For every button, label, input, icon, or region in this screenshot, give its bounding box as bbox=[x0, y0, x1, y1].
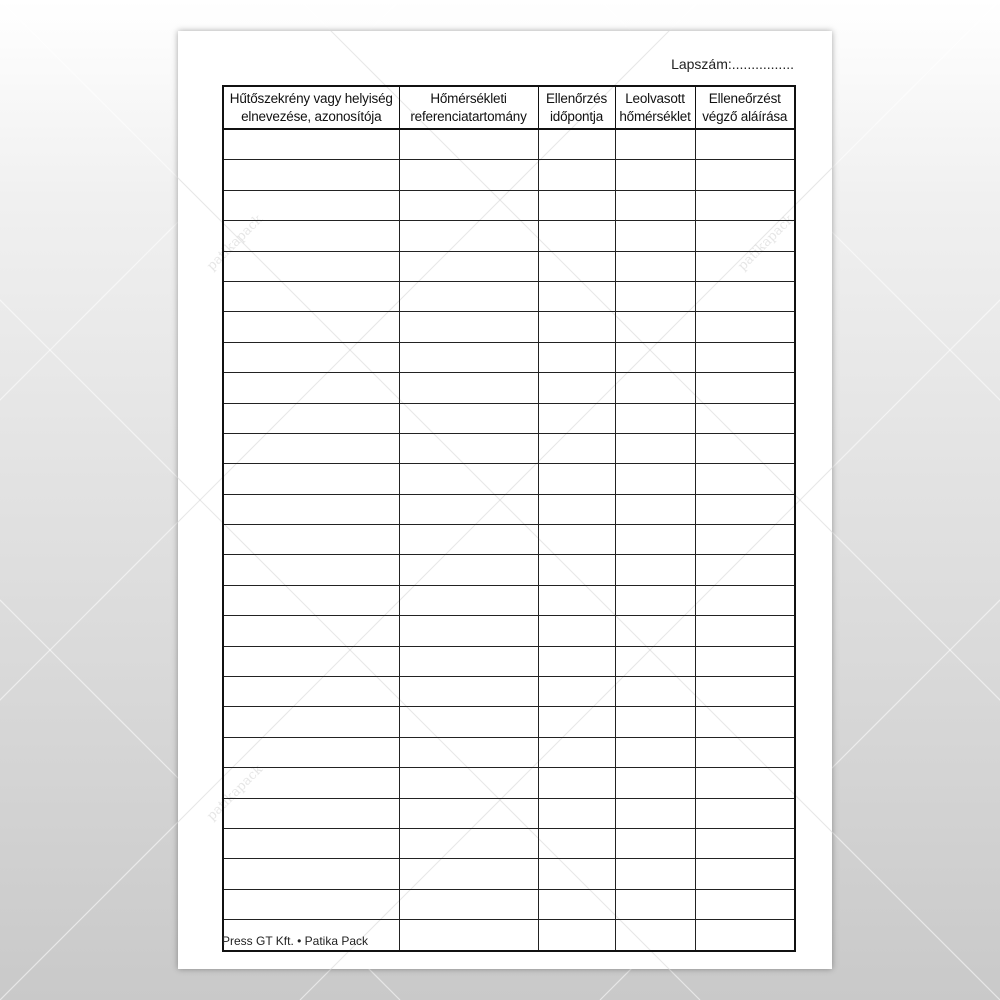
footer-publisher: Press GT Kft. • Patika Pack bbox=[222, 934, 369, 948]
table-cell[interactable] bbox=[695, 281, 795, 311]
table-cell[interactable] bbox=[695, 677, 795, 707]
table-cell[interactable] bbox=[223, 373, 399, 403]
table-cell[interactable] bbox=[615, 312, 695, 342]
table-cell[interactable] bbox=[538, 342, 615, 372]
table-cell[interactable] bbox=[223, 312, 399, 342]
table-cell[interactable] bbox=[615, 525, 695, 555]
column-header-line: Ellenőrzés bbox=[545, 90, 608, 106]
table-cell[interactable] bbox=[399, 190, 538, 220]
table-cell[interactable] bbox=[615, 160, 695, 190]
table-cell[interactable] bbox=[399, 403, 538, 433]
table-cell[interactable] bbox=[615, 190, 695, 220]
table-cell[interactable] bbox=[223, 737, 399, 767]
table-cell[interactable] bbox=[538, 798, 615, 828]
table-cell[interactable] bbox=[695, 129, 795, 160]
table-cell[interactable] bbox=[223, 160, 399, 190]
table-cell[interactable] bbox=[615, 707, 695, 737]
table-row bbox=[223, 129, 795, 160]
table-cell[interactable] bbox=[615, 616, 695, 646]
table-row bbox=[223, 160, 795, 190]
table-cell[interactable] bbox=[695, 221, 795, 251]
table-cell[interactable] bbox=[223, 707, 399, 737]
table-cell[interactable] bbox=[399, 464, 538, 494]
column-header-check-time bbox=[538, 86, 615, 129]
table-cell[interactable] bbox=[399, 373, 538, 403]
table-cell[interactable] bbox=[538, 737, 615, 767]
table-cell[interactable] bbox=[538, 920, 615, 951]
table-row bbox=[223, 646, 795, 676]
table-cell[interactable] bbox=[223, 129, 399, 160]
table-cell[interactable] bbox=[223, 342, 399, 372]
table-cell[interactable] bbox=[615, 494, 695, 524]
table-row bbox=[223, 373, 795, 403]
table-cell[interactable] bbox=[399, 677, 538, 707]
table-cell[interactable] bbox=[695, 494, 795, 524]
table-cell[interactable] bbox=[538, 433, 615, 463]
table-cell[interactable] bbox=[399, 342, 538, 372]
table-cell[interactable] bbox=[615, 828, 695, 858]
table-cell[interactable] bbox=[223, 768, 399, 798]
table-cell[interactable] bbox=[695, 798, 795, 828]
table-cell[interactable] bbox=[615, 646, 695, 676]
table-cell[interactable] bbox=[615, 403, 695, 433]
table-cell[interactable] bbox=[223, 889, 399, 919]
table-cell[interactable] bbox=[399, 920, 538, 951]
table-row bbox=[223, 494, 795, 524]
table-cell[interactable] bbox=[538, 707, 615, 737]
table-cell[interactable] bbox=[615, 768, 695, 798]
table-cell[interactable] bbox=[399, 281, 538, 311]
table-cell[interactable] bbox=[399, 616, 538, 646]
table-row bbox=[223, 707, 795, 737]
table-cell[interactable] bbox=[695, 342, 795, 372]
table-cell[interactable] bbox=[695, 920, 795, 951]
table-cell[interactable] bbox=[615, 859, 695, 889]
table-cell[interactable] bbox=[615, 281, 695, 311]
table-row bbox=[223, 403, 795, 433]
table-cell[interactable] bbox=[538, 312, 615, 342]
table-cell[interactable] bbox=[538, 251, 615, 281]
table-cell[interactable] bbox=[538, 859, 615, 889]
table-row bbox=[223, 677, 795, 707]
table-row bbox=[223, 859, 795, 889]
table-cell[interactable] bbox=[538, 221, 615, 251]
column-header-line: időpontja bbox=[550, 108, 603, 124]
column-header-measured-temperature bbox=[615, 86, 695, 129]
table-cell[interactable] bbox=[695, 433, 795, 463]
table-row bbox=[223, 555, 795, 585]
table-cell[interactable] bbox=[399, 555, 538, 585]
table-cell[interactable] bbox=[223, 859, 399, 889]
column-header-line: Hőmérsékleti bbox=[430, 90, 507, 106]
column-header-line: elnevezése, azonosítója bbox=[241, 108, 382, 124]
table-cell[interactable] bbox=[695, 768, 795, 798]
table-cell[interactable] bbox=[538, 373, 615, 403]
table-row bbox=[223, 281, 795, 311]
table-row bbox=[223, 798, 795, 828]
table-cell[interactable] bbox=[538, 677, 615, 707]
table-cell[interactable] bbox=[695, 828, 795, 858]
table-row bbox=[223, 190, 795, 220]
table-cell[interactable] bbox=[695, 585, 795, 615]
table-cell[interactable] bbox=[695, 889, 795, 919]
table-cell[interactable] bbox=[223, 585, 399, 615]
table-cell[interactable] bbox=[399, 737, 538, 767]
table-cell[interactable] bbox=[399, 859, 538, 889]
table-cell[interactable] bbox=[223, 525, 399, 555]
table-cell[interactable] bbox=[695, 555, 795, 585]
table-cell[interactable] bbox=[399, 433, 538, 463]
table-cell[interactable] bbox=[538, 494, 615, 524]
table-cell[interactable] bbox=[223, 190, 399, 220]
table-cell[interactable] bbox=[223, 464, 399, 494]
table-cell[interactable] bbox=[538, 464, 615, 494]
table-cell[interactable] bbox=[538, 403, 615, 433]
sheet-number-label: Lapszám:................ bbox=[671, 56, 794, 72]
table-cell[interactable] bbox=[538, 585, 615, 615]
table-cell[interactable] bbox=[399, 251, 538, 281]
column-header-line: hőmérséklet bbox=[619, 108, 691, 124]
column-header-location bbox=[223, 86, 399, 129]
table-cell[interactable] bbox=[399, 889, 538, 919]
table-cell[interactable] bbox=[695, 737, 795, 767]
table-cell[interactable] bbox=[615, 798, 695, 828]
table-cell[interactable] bbox=[223, 433, 399, 463]
table-cell[interactable] bbox=[399, 768, 538, 798]
table-cell[interactable] bbox=[538, 160, 615, 190]
table-cell[interactable] bbox=[538, 525, 615, 555]
column-header-temperature-range bbox=[399, 86, 538, 129]
table-cell[interactable] bbox=[223, 281, 399, 311]
form-sheet bbox=[178, 31, 832, 969]
table-cell[interactable] bbox=[223, 555, 399, 585]
table-row bbox=[223, 737, 795, 767]
table-cell[interactable] bbox=[223, 798, 399, 828]
table-cell[interactable] bbox=[615, 433, 695, 463]
table-cell[interactable] bbox=[695, 373, 795, 403]
table-cell[interactable] bbox=[399, 585, 538, 615]
table-body bbox=[223, 129, 795, 951]
table-cell[interactable] bbox=[538, 281, 615, 311]
table-cell[interactable] bbox=[538, 646, 615, 676]
table-cell[interactable] bbox=[399, 221, 538, 251]
table-cell[interactable] bbox=[615, 129, 695, 160]
table-cell[interactable] bbox=[399, 494, 538, 524]
table-row bbox=[223, 251, 795, 281]
table-cell[interactable] bbox=[223, 616, 399, 646]
table-cell[interactable] bbox=[615, 889, 695, 919]
table-cell[interactable] bbox=[399, 798, 538, 828]
table-cell[interactable] bbox=[223, 221, 399, 251]
table-cell[interactable] bbox=[615, 555, 695, 585]
table-cell[interactable] bbox=[695, 616, 795, 646]
table-row bbox=[223, 464, 795, 494]
table-cell[interactable] bbox=[538, 768, 615, 798]
column-header-line: végző aláírása bbox=[702, 108, 788, 124]
table-cell[interactable] bbox=[615, 677, 695, 707]
table-cell[interactable] bbox=[538, 889, 615, 919]
table-cell[interactable] bbox=[695, 160, 795, 190]
column-header-line: Leolvasott bbox=[625, 90, 685, 106]
table-cell[interactable] bbox=[695, 646, 795, 676]
table-cell[interactable] bbox=[538, 616, 615, 646]
table-cell[interactable] bbox=[538, 129, 615, 160]
table-cell[interactable] bbox=[399, 828, 538, 858]
column-header-signature bbox=[695, 86, 795, 129]
table-cell[interactable] bbox=[399, 129, 538, 160]
table-cell[interactable] bbox=[399, 160, 538, 190]
table-cell[interactable] bbox=[538, 828, 615, 858]
table-cell[interactable] bbox=[223, 494, 399, 524]
table-cell[interactable] bbox=[695, 190, 795, 220]
column-header-line: referenciatartomány bbox=[410, 108, 527, 124]
watermark-text: patikapack bbox=[204, 762, 266, 824]
table-cell[interactable] bbox=[615, 342, 695, 372]
table-cell[interactable] bbox=[615, 251, 695, 281]
table-cell[interactable] bbox=[695, 525, 795, 555]
table-cell[interactable] bbox=[399, 312, 538, 342]
watermark-text: patikapack bbox=[735, 212, 797, 274]
table-cell[interactable] bbox=[223, 403, 399, 433]
table-row bbox=[223, 828, 795, 858]
table-row bbox=[223, 342, 795, 372]
table-cell[interactable] bbox=[615, 920, 695, 951]
table-cell[interactable] bbox=[615, 221, 695, 251]
table-cell[interactable] bbox=[695, 312, 795, 342]
table-row bbox=[223, 889, 795, 919]
table-cell[interactable] bbox=[538, 190, 615, 220]
table-header-row bbox=[223, 86, 795, 129]
table-row bbox=[223, 768, 795, 798]
table-cell[interactable] bbox=[399, 707, 538, 737]
table-cell[interactable] bbox=[615, 373, 695, 403]
table-cell[interactable] bbox=[695, 251, 795, 281]
table-cell[interactable] bbox=[223, 251, 399, 281]
table-cell[interactable] bbox=[399, 646, 538, 676]
table-row bbox=[223, 221, 795, 251]
table-cell[interactable] bbox=[695, 707, 795, 737]
table-row bbox=[223, 616, 795, 646]
table-row bbox=[223, 433, 795, 463]
watermark-text: patikapack bbox=[204, 212, 266, 274]
table-row bbox=[223, 525, 795, 555]
table-cell[interactable] bbox=[538, 555, 615, 585]
temperature-log-table bbox=[222, 85, 796, 952]
table-cell[interactable] bbox=[695, 859, 795, 889]
table-cell[interactable] bbox=[615, 737, 695, 767]
table-cell[interactable] bbox=[399, 525, 538, 555]
table-cell[interactable] bbox=[695, 403, 795, 433]
table-cell[interactable] bbox=[223, 828, 399, 858]
table-row bbox=[223, 585, 795, 615]
table-cell[interactable] bbox=[615, 464, 695, 494]
table-row bbox=[223, 312, 795, 342]
column-header-line: Hűtőszekrény vagy helyiség bbox=[229, 90, 393, 106]
table-cell[interactable] bbox=[223, 677, 399, 707]
table-cell[interactable] bbox=[615, 585, 695, 615]
column-header-line: Elleneőrzést bbox=[708, 90, 781, 106]
table-cell[interactable] bbox=[695, 464, 795, 494]
table-cell[interactable] bbox=[223, 646, 399, 676]
